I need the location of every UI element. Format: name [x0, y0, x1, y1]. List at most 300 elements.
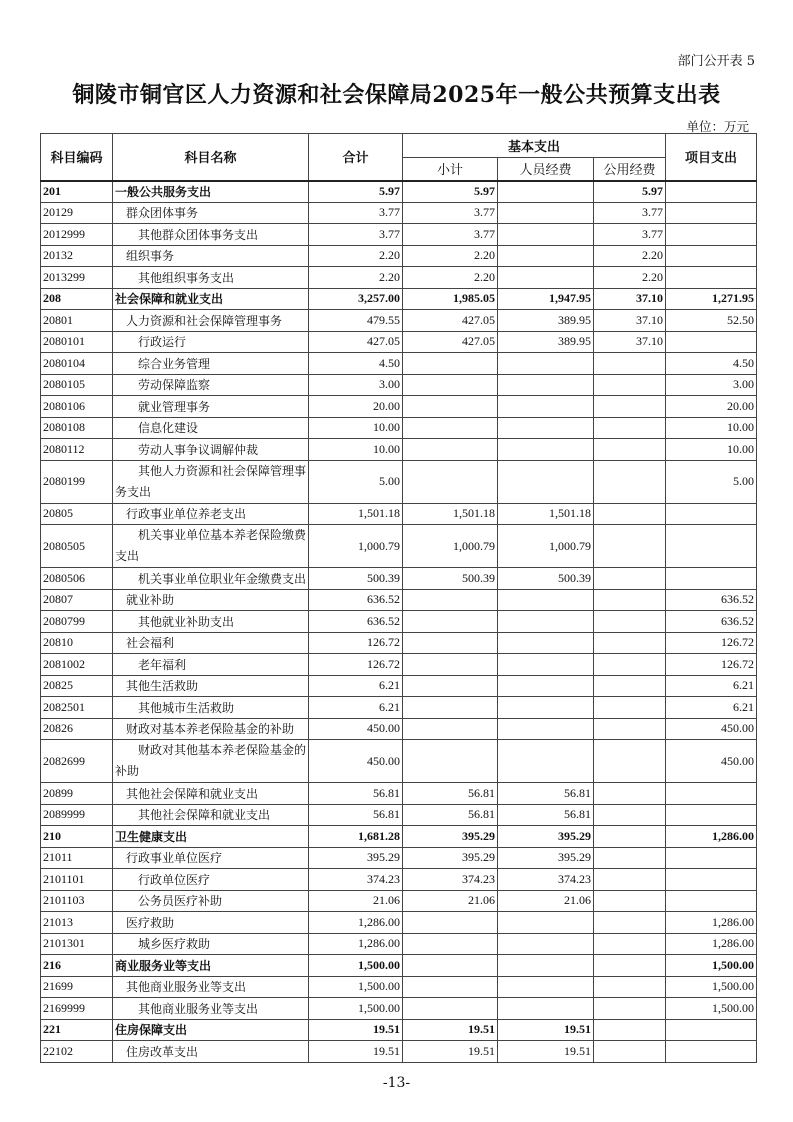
- cell-personnel: [498, 353, 594, 375]
- cell-subtotal: [403, 396, 498, 418]
- form-number: 部门公开表 5: [677, 54, 755, 69]
- cell-name: 其他就业补助支出: [113, 611, 309, 633]
- cell-project: [666, 181, 757, 203]
- table-row: [41, 589, 757, 611]
- cell-public: [594, 374, 666, 396]
- cell-project: [666, 525, 757, 568]
- cell-total: 126.72: [309, 654, 403, 676]
- cell-code: 2080105: [41, 374, 113, 396]
- cell-personnel: 500.39: [498, 568, 594, 590]
- cell-code: 2080104: [41, 353, 113, 375]
- cell-personnel: [498, 933, 594, 955]
- cell-public: [594, 396, 666, 418]
- cell-name: 其他生活救助: [113, 675, 309, 697]
- cell-code: 221: [41, 1019, 113, 1041]
- cell-project: [666, 331, 757, 353]
- cell-total: 395.29: [309, 847, 403, 869]
- table-row: [41, 998, 757, 1020]
- table-row: [41, 697, 757, 719]
- cell-subtotal: [403, 439, 498, 461]
- cell-personnel: 389.95: [498, 310, 594, 332]
- cell-total: 21.06: [309, 890, 403, 912]
- cell-project: [666, 869, 757, 891]
- cell-project: 450.00: [666, 740, 757, 783]
- cell-project: 52.50: [666, 310, 757, 332]
- cell-personnel: [498, 697, 594, 719]
- cell-personnel: [498, 460, 594, 503]
- cell-subtotal: [403, 460, 498, 503]
- header-project: 项目支出: [666, 134, 757, 181]
- cell-personnel: [498, 632, 594, 654]
- cell-project: 450.00: [666, 718, 757, 740]
- cell-subtotal: [403, 912, 498, 934]
- table-row: [41, 1041, 757, 1063]
- cell-total: 5.00: [309, 460, 403, 503]
- cell-total: 374.23: [309, 869, 403, 891]
- cell-subtotal: [403, 417, 498, 439]
- cell-code: 208: [41, 288, 113, 310]
- cell-subtotal: 5.97: [403, 181, 498, 203]
- cell-total: 3.77: [309, 224, 403, 246]
- cell-code: 20805: [41, 503, 113, 525]
- cell-total: 19.51: [309, 1041, 403, 1063]
- cell-subtotal: 1,985.05: [403, 288, 498, 310]
- cell-code: 2080108: [41, 417, 113, 439]
- cell-total: 56.81: [309, 783, 403, 805]
- cell-public: [594, 1019, 666, 1041]
- cell-public: 37.10: [594, 288, 666, 310]
- cell-public: [594, 890, 666, 912]
- cell-name: 财政对基本养老保险基金的补助: [113, 718, 309, 740]
- cell-public: [594, 955, 666, 977]
- cell-total: 5.97: [309, 181, 403, 203]
- cell-code: 2080799: [41, 611, 113, 633]
- cell-subtotal: [403, 697, 498, 719]
- cell-name: 就业补助: [113, 589, 309, 611]
- cell-public: 3.77: [594, 202, 666, 224]
- cell-name: 其他人力资源和社会保障管理事务支出: [113, 460, 309, 503]
- table-row: [41, 267, 757, 289]
- cell-name: 就业管理事务: [113, 396, 309, 418]
- cell-subtotal: 21.06: [403, 890, 498, 912]
- cell-subtotal: [403, 740, 498, 783]
- cell-personnel: 389.95: [498, 331, 594, 353]
- cell-code: 2080506: [41, 568, 113, 590]
- cell-total: 427.05: [309, 331, 403, 353]
- cell-code: 21013: [41, 912, 113, 934]
- header-basic: 基本支出: [403, 134, 666, 158]
- table-row: [41, 245, 757, 267]
- cell-public: [594, 632, 666, 654]
- table-row: [41, 1019, 757, 1041]
- cell-personnel: [498, 396, 594, 418]
- cell-name: 其他商业服务业等支出: [113, 998, 309, 1020]
- cell-personnel: [498, 181, 594, 203]
- cell-public: 37.10: [594, 310, 666, 332]
- cell-code: 2082501: [41, 697, 113, 719]
- cell-subtotal: 3.77: [403, 202, 498, 224]
- cell-subtotal: [403, 589, 498, 611]
- cell-code: 20807: [41, 589, 113, 611]
- table-row: [41, 310, 757, 332]
- table-row: [41, 632, 757, 654]
- table-row: [41, 804, 757, 826]
- cell-project: 6.21: [666, 675, 757, 697]
- cell-subtotal: [403, 632, 498, 654]
- table-row: [41, 783, 757, 805]
- cell-personnel: 374.23: [498, 869, 594, 891]
- cell-code: 2080112: [41, 439, 113, 461]
- cell-public: [594, 417, 666, 439]
- cell-public: [594, 933, 666, 955]
- cell-public: 5.97: [594, 181, 666, 203]
- cell-code: 2169999: [41, 998, 113, 1020]
- cell-public: 2.20: [594, 267, 666, 289]
- cell-project: 1,500.00: [666, 998, 757, 1020]
- cell-personnel: [498, 955, 594, 977]
- cell-code: 2080101: [41, 331, 113, 353]
- table-row: [41, 396, 757, 418]
- unit-label: 单位：万元: [686, 119, 749, 134]
- cell-name: 住房改革支出: [113, 1041, 309, 1063]
- cell-personnel: 1,000.79: [498, 525, 594, 568]
- cell-code: 210: [41, 826, 113, 848]
- cell-public: 2.20: [594, 245, 666, 267]
- cell-subtotal: 3.77: [403, 224, 498, 246]
- cell-name: 其他商业服务业等支出: [113, 976, 309, 998]
- cell-total: 479.55: [309, 310, 403, 332]
- cell-name: 医疗救助: [113, 912, 309, 934]
- table-row: [41, 611, 757, 633]
- cell-name: 其他社会保障和就业支出: [113, 804, 309, 826]
- cell-project: 5.00: [666, 460, 757, 503]
- cell-total: 19.51: [309, 1019, 403, 1041]
- cell-personnel: [498, 374, 594, 396]
- cell-code: 20825: [41, 675, 113, 697]
- cell-code: 20801: [41, 310, 113, 332]
- cell-public: [594, 1041, 666, 1063]
- cell-project: 1,500.00: [666, 955, 757, 977]
- cell-code: 21011: [41, 847, 113, 869]
- cell-code: 2080199: [41, 460, 113, 503]
- cell-name: 信息化建设: [113, 417, 309, 439]
- cell-public: [594, 460, 666, 503]
- cell-public: [594, 912, 666, 934]
- cell-public: [594, 568, 666, 590]
- cell-name: 劳动保障监察: [113, 374, 309, 396]
- cell-personnel: [498, 654, 594, 676]
- cell-total: 10.00: [309, 439, 403, 461]
- cell-public: [594, 439, 666, 461]
- cell-total: 56.81: [309, 804, 403, 826]
- cell-project: [666, 847, 757, 869]
- cell-total: 1,500.00: [309, 976, 403, 998]
- cell-personnel: 19.51: [498, 1041, 594, 1063]
- cell-public: [594, 847, 666, 869]
- cell-project: 636.52: [666, 611, 757, 633]
- cell-personnel: [498, 245, 594, 267]
- cell-code: 21699: [41, 976, 113, 998]
- cell-total: 2.20: [309, 245, 403, 267]
- cell-personnel: 1,947.95: [498, 288, 594, 310]
- cell-public: [594, 740, 666, 783]
- cell-name: 综合业务管理: [113, 353, 309, 375]
- cell-name: 劳动人事争议调解仲裁: [113, 439, 309, 461]
- cell-personnel: [498, 202, 594, 224]
- cell-name: 财政对其他基本养老保险基金的补助: [113, 740, 309, 783]
- cell-total: 450.00: [309, 740, 403, 783]
- cell-total: 3,257.00: [309, 288, 403, 310]
- cell-public: [594, 353, 666, 375]
- cell-subtotal: 56.81: [403, 783, 498, 805]
- table-row: [41, 181, 757, 203]
- cell-public: [594, 976, 666, 998]
- cell-code: 20129: [41, 202, 113, 224]
- cell-project: 1,286.00: [666, 933, 757, 955]
- table-row: [41, 503, 757, 525]
- table-row: [41, 718, 757, 740]
- cell-project: 126.72: [666, 632, 757, 654]
- cell-code: 2101103: [41, 890, 113, 912]
- cell-subtotal: 1,000.79: [403, 525, 498, 568]
- cell-total: 636.52: [309, 589, 403, 611]
- cell-public: [594, 525, 666, 568]
- header-name: 科目名称: [113, 134, 309, 181]
- table-row: [41, 417, 757, 439]
- cell-personnel: 19.51: [498, 1019, 594, 1041]
- cell-total: 636.52: [309, 611, 403, 633]
- budget-table: [40, 133, 757, 1063]
- cell-project: [666, 503, 757, 525]
- table-row: [41, 331, 757, 353]
- cell-project: [666, 568, 757, 590]
- table-row: [41, 224, 757, 246]
- cell-code: 2080106: [41, 396, 113, 418]
- table-row: [41, 847, 757, 869]
- page-title: 铜陵市铜官区人力资源和社会保障局2025年一般公共预算支出表: [72, 82, 721, 108]
- cell-personnel: [498, 718, 594, 740]
- cell-name: 商业服务业等支出: [113, 955, 309, 977]
- cell-personnel: [498, 675, 594, 697]
- cell-project: 6.21: [666, 697, 757, 719]
- cell-project: 126.72: [666, 654, 757, 676]
- table-row: [41, 869, 757, 891]
- cell-total: 4.50: [309, 353, 403, 375]
- cell-subtotal: 1,501.18: [403, 503, 498, 525]
- cell-subtotal: [403, 998, 498, 1020]
- table-row: [41, 955, 757, 977]
- cell-name: 其他组织事务支出: [113, 267, 309, 289]
- cell-name: 行政运行: [113, 331, 309, 353]
- cell-project: [666, 202, 757, 224]
- cell-code: 2101101: [41, 869, 113, 891]
- cell-public: [594, 611, 666, 633]
- cell-name: 行政单位医疗: [113, 869, 309, 891]
- cell-project: [666, 783, 757, 805]
- cell-total: 20.00: [309, 396, 403, 418]
- cell-code: 22102: [41, 1041, 113, 1063]
- cell-project: [666, 890, 757, 912]
- cell-public: [594, 998, 666, 1020]
- cell-code: 20826: [41, 718, 113, 740]
- cell-public: [594, 675, 666, 697]
- cell-project: [666, 245, 757, 267]
- table-row: [41, 353, 757, 375]
- table-row: [41, 374, 757, 396]
- table-row: [41, 460, 757, 503]
- cell-name: 人力资源和社会保障管理事务: [113, 310, 309, 332]
- cell-name: 行政事业单位养老支出: [113, 503, 309, 525]
- header-personnel: 人员经费: [498, 158, 594, 181]
- cell-subtotal: 427.05: [403, 331, 498, 353]
- cell-total: 1,500.00: [309, 998, 403, 1020]
- cell-personnel: [498, 912, 594, 934]
- cell-name: 社会福利: [113, 632, 309, 654]
- cell-subtotal: [403, 955, 498, 977]
- cell-code: 20132: [41, 245, 113, 267]
- cell-project: [666, 224, 757, 246]
- cell-code: 2089999: [41, 804, 113, 826]
- cell-personnel: [498, 611, 594, 633]
- cell-code: 2082699: [41, 740, 113, 783]
- table-row: [41, 890, 757, 912]
- table-row: [41, 288, 757, 310]
- cell-public: [594, 718, 666, 740]
- cell-personnel: 395.29: [498, 826, 594, 848]
- cell-total: 6.21: [309, 697, 403, 719]
- table-body: [41, 181, 757, 1063]
- cell-code: 20810: [41, 632, 113, 654]
- header-subtotal: 小计: [403, 158, 498, 181]
- cell-subtotal: [403, 374, 498, 396]
- cell-personnel: [498, 267, 594, 289]
- cell-total: 1,501.18: [309, 503, 403, 525]
- cell-total: 3.77: [309, 202, 403, 224]
- cell-name: 一般公共服务支出: [113, 181, 309, 203]
- cell-subtotal: 500.39: [403, 568, 498, 590]
- cell-personnel: [498, 976, 594, 998]
- table-row: [41, 525, 757, 568]
- cell-code: 2101301: [41, 933, 113, 955]
- cell-subtotal: [403, 353, 498, 375]
- cell-public: [594, 783, 666, 805]
- cell-project: [666, 267, 757, 289]
- cell-subtotal: 2.20: [403, 245, 498, 267]
- header-total: 合计: [309, 134, 403, 181]
- cell-subtotal: [403, 675, 498, 697]
- cell-personnel: [498, 224, 594, 246]
- cell-subtotal: 19.51: [403, 1019, 498, 1041]
- cell-code: 201: [41, 181, 113, 203]
- cell-subtotal: [403, 611, 498, 633]
- cell-name: 老年福利: [113, 654, 309, 676]
- cell-name: 群众团体事务: [113, 202, 309, 224]
- cell-project: 1,500.00: [666, 976, 757, 998]
- cell-project: 1,286.00: [666, 826, 757, 848]
- cell-public: [594, 503, 666, 525]
- cell-code: 2013299: [41, 267, 113, 289]
- cell-subtotal: 19.51: [403, 1041, 498, 1063]
- cell-personnel: 56.81: [498, 783, 594, 805]
- table-row: [41, 568, 757, 590]
- cell-code: 2012999: [41, 224, 113, 246]
- page-number: -13-: [382, 1075, 411, 1091]
- cell-name: 其他城市生活救助: [113, 697, 309, 719]
- cell-public: 37.10: [594, 331, 666, 353]
- cell-project: 3.00: [666, 374, 757, 396]
- cell-personnel: 21.06: [498, 890, 594, 912]
- cell-subtotal: [403, 718, 498, 740]
- cell-total: 500.39: [309, 568, 403, 590]
- table-row: [41, 826, 757, 848]
- cell-project: 10.00: [666, 439, 757, 461]
- cell-subtotal: [403, 933, 498, 955]
- cell-subtotal: 2.20: [403, 267, 498, 289]
- table-row: [41, 740, 757, 783]
- table-row: [41, 976, 757, 998]
- cell-subtotal: 395.29: [403, 847, 498, 869]
- cell-public: [594, 804, 666, 826]
- cell-public: [594, 589, 666, 611]
- table-row: [41, 675, 757, 697]
- cell-subtotal: 374.23: [403, 869, 498, 891]
- cell-total: 1,681.28: [309, 826, 403, 848]
- cell-total: 1,286.00: [309, 933, 403, 955]
- cell-public: [594, 826, 666, 848]
- cell-name: 卫生健康支出: [113, 826, 309, 848]
- cell-project: [666, 1041, 757, 1063]
- cell-personnel: [498, 589, 594, 611]
- cell-public: [594, 869, 666, 891]
- cell-project: [666, 1019, 757, 1041]
- cell-name: 社会保障和就业支出: [113, 288, 309, 310]
- cell-subtotal: 427.05: [403, 310, 498, 332]
- cell-subtotal: [403, 654, 498, 676]
- cell-total: 1,286.00: [309, 912, 403, 934]
- table-row: [41, 912, 757, 934]
- cell-project: 1,271.95: [666, 288, 757, 310]
- cell-personnel: [498, 439, 594, 461]
- cell-code: 216: [41, 955, 113, 977]
- table-row: [41, 654, 757, 676]
- cell-name: 行政事业单位医疗: [113, 847, 309, 869]
- header-public: 公用经费: [594, 158, 666, 181]
- cell-project: [666, 804, 757, 826]
- table-row: [41, 439, 757, 461]
- cell-public: [594, 697, 666, 719]
- cell-total: 1,500.00: [309, 955, 403, 977]
- cell-subtotal: [403, 976, 498, 998]
- cell-total: 3.00: [309, 374, 403, 396]
- cell-public: [594, 654, 666, 676]
- cell-project: 20.00: [666, 396, 757, 418]
- cell-name: 城乡医疗救助: [113, 933, 309, 955]
- cell-project: 10.00: [666, 417, 757, 439]
- cell-code: 2080505: [41, 525, 113, 568]
- header-code: 科目编码: [41, 134, 113, 181]
- cell-project: 636.52: [666, 589, 757, 611]
- cell-total: 1,000.79: [309, 525, 403, 568]
- cell-personnel: [498, 417, 594, 439]
- table-row: [41, 933, 757, 955]
- cell-personnel: [498, 740, 594, 783]
- table-row: [41, 202, 757, 224]
- cell-name: 其他群众团体事务支出: [113, 224, 309, 246]
- cell-total: 450.00: [309, 718, 403, 740]
- cell-project: 1,286.00: [666, 912, 757, 934]
- cell-name: 机关事业单位职业年金缴费支出: [113, 568, 309, 590]
- cell-personnel: 56.81: [498, 804, 594, 826]
